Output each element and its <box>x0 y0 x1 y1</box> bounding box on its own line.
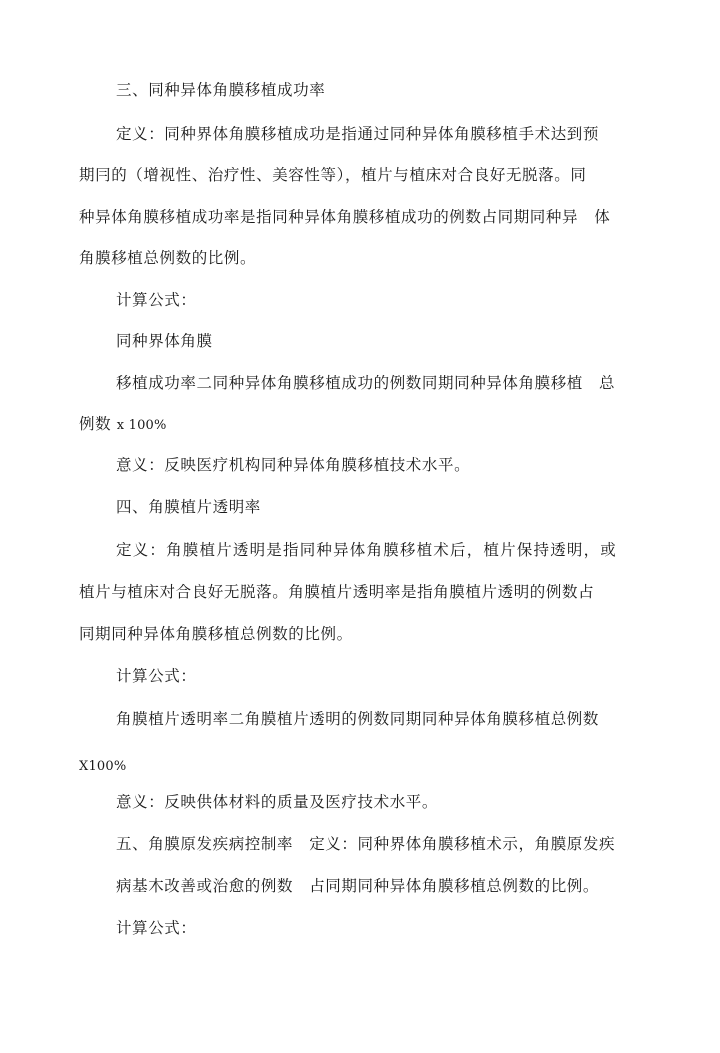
section-5-definition-line: 病基木改善或治愈的例数 占同期同种异体角膜移植总例数的比例。 <box>116 877 600 895</box>
section-3-formula-line-2: 移植成功率二同种异体角膜移植成功的例数同期同种异体角膜移植 总 <box>116 374 616 392</box>
section-4-meaning: 意义：反映供体材料的质量及医疗技术水平。 <box>116 793 439 811</box>
section-5-heading-line: 五、角膜原发疾病控制率 定义：同种界体角膜移植术示，角膜原发疾 <box>116 835 616 853</box>
section-3-formula-tail <box>79 414 167 436</box>
section-3-formula-line-1: 同种界体角膜 <box>116 332 213 350</box>
section-4-heading: 四、角膜植片透明率 <box>116 498 261 516</box>
section-3-definition-line-3: 种异体角膜移植成功率是指同种异体角膜移植成功的例数占同期同种异 体 <box>79 208 611 226</box>
section-4-definition-line-3: 同期同种异体角膜移植总例数的比例。 <box>79 625 353 643</box>
section-3-definition-line-2: 期冃的（增视性、治疗性、美容性等），植片与植床对合良好无脱落。同 <box>79 166 587 184</box>
section-3-definition-line-4: 角膜移植总例数的比例。 <box>79 249 257 267</box>
section-3-formula-percent: x 100% <box>116 418 167 433</box>
section-4-formula-percent: X100% <box>79 759 127 774</box>
section-4-formula-label: 计算公式： <box>116 667 197 685</box>
section-3-formula-tail-text: 例数 <box>79 415 112 433</box>
section-3-definition-line-1: 定义：同种界体角膜移植成功是指通过同种异体角膜移植手术达到预 <box>116 125 600 143</box>
section-4-definition-line-1: 定义：角膜植片透明是指同种异体角膜移植术后，植片保持透明，或 <box>116 541 618 559</box>
section-3-meaning: 意义：反映医疗机构同种异体角膜移植技术水平。 <box>116 456 471 474</box>
section-3-formula-label: 计算公式： <box>116 291 197 309</box>
section-4-definition-line-2: 植片与植床对合良好无脱落。角膜植片透明率是指角膜植片透明的例数占 <box>79 583 595 601</box>
section-4-formula-line: 角膜植片透明率二角膜植片透明的例数同期同种异体角膜移植总例数 <box>116 710 600 728</box>
section-5-formula-label: 计算公式： <box>116 919 197 937</box>
section-3-heading: 三、同种异体角膜移植成功率 <box>116 81 326 99</box>
